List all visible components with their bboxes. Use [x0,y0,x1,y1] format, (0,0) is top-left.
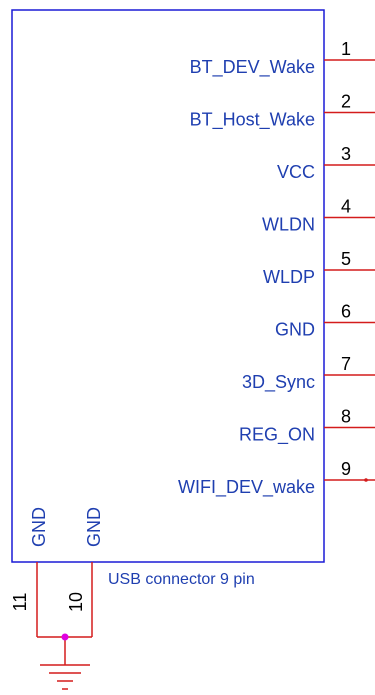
junction-dot-icon [62,634,69,641]
pin-number-11: 11 [10,592,30,612]
component-name-label: USB connector 9 pin [108,571,255,588]
pin-number-1: 1 [341,39,352,59]
pin-number-6: 6 [341,301,352,322]
pin-label-8: REG_ON [238,424,315,445]
pin-number-7: 7 [341,354,352,374]
pin-label-9: WIFI_DEV_wake [177,477,315,497]
pin-number-2: 2 [341,91,352,112]
pin-number-9: 9 [341,459,352,479]
pin-number-5: 5 [341,249,352,269]
pin-label-5: WLDP [262,267,315,287]
pin-number-4: 4 [341,196,352,217]
pin-number-8: 8 [341,406,352,427]
right-pin-group [178,39,375,498]
bottom-pin-group [10,507,104,689]
pin-label-7: 3D_Sync [241,372,315,392]
pin-number-10: 10 [66,591,86,613]
pin-label-6: GND [275,319,315,340]
pin-label-gnd-10: GND [84,507,104,547]
pin-number-3: 3 [341,144,352,164]
pin-label-gnd-11: GND [29,507,49,547]
ground-icon [40,665,90,689]
pin-label-4: WLDN [262,214,315,235]
pin-label-3: VCC [276,162,315,182]
pin-end-dot-icon [364,478,368,482]
pin-label-1: BT_DEV_Wake [189,57,315,77]
pin-label-2: BT_Host_Wake [189,109,315,130]
